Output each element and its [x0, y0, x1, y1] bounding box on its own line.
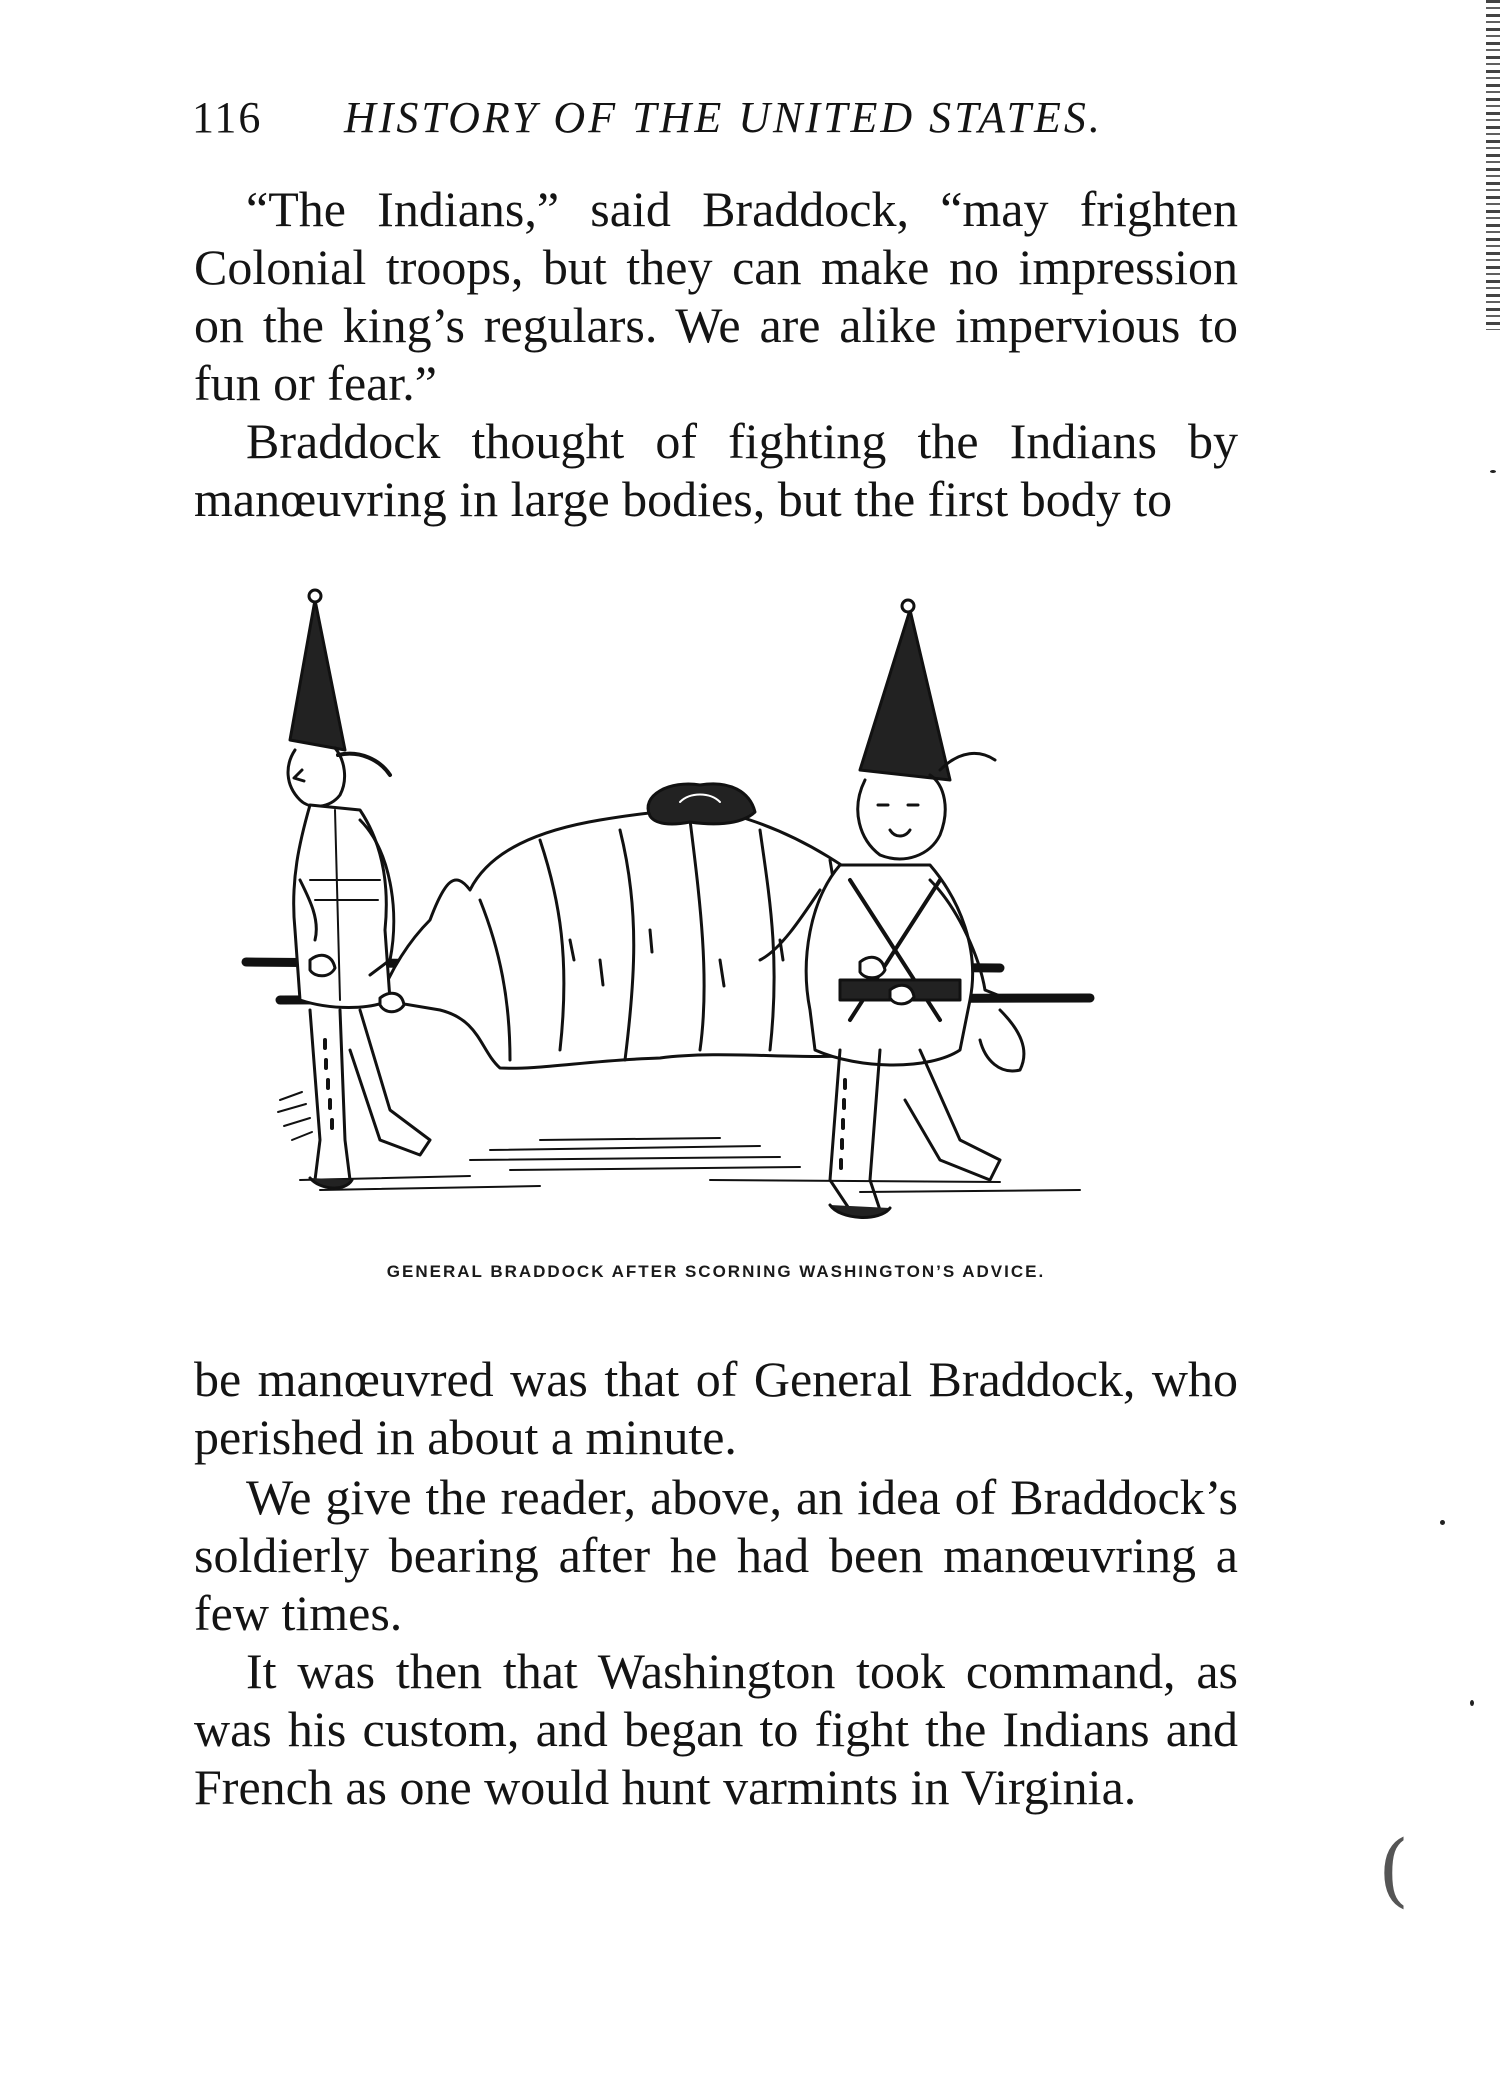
ink-speck [1490, 470, 1496, 473]
page-number: 116 [192, 93, 263, 142]
right-legs [830, 1050, 1000, 1210]
right-mitre-cap [860, 610, 950, 780]
left-bearer [288, 590, 430, 1188]
right-coat [806, 865, 972, 1065]
left-legs [310, 1010, 430, 1180]
running-head: HISTORY OF THE UNITED STATES. [344, 93, 1103, 142]
left-coat [294, 805, 390, 1008]
page-header [192, 88, 1242, 148]
paragraph-braddock-quote: “The Indians,” said Braddock, “may frighten Colonial troops, but they can make no impression on the king’s regulars. We are alike impervious to fun or fear.” [194, 181, 1238, 411]
paragraph-washington-command: It was then that Washington took command, as was his custom, and began to fight the Indians and French as one would hunt varmints in Virginia. [194, 1643, 1238, 1815]
illustration-caption: GENERAL BRADDOCK AFTER SCORNING WASHINGTON’S ADVICE. [386, 1262, 1046, 1281]
braddock-stretcher-illustration [240, 580, 1200, 1240]
ink-speck [1470, 1700, 1474, 1706]
left-mitre-cap [290, 600, 345, 750]
paragraph-soldierly-bearing: We give the reader, above, an idea of Braddock’s soldierly bearing after he had been manœuvring a few times. [194, 1469, 1238, 1641]
ink-speck [1440, 1520, 1445, 1525]
cocked-hat [648, 784, 755, 824]
ground-shadow [300, 1138, 1080, 1192]
page-edge-shadow [1486, 0, 1500, 330]
margin-mark: ( [1378, 1823, 1410, 1916]
paragraph-manoeuvring: Braddock thought of fighting the Indians by manœuvring in large bodies, but the first body to [194, 413, 1238, 527]
right-face [858, 775, 945, 859]
motion-lines [278, 1092, 312, 1140]
paragraph-braddock-perished: be manœuvred was that of General Braddock, who perished in about a minute. [194, 1351, 1238, 1465]
